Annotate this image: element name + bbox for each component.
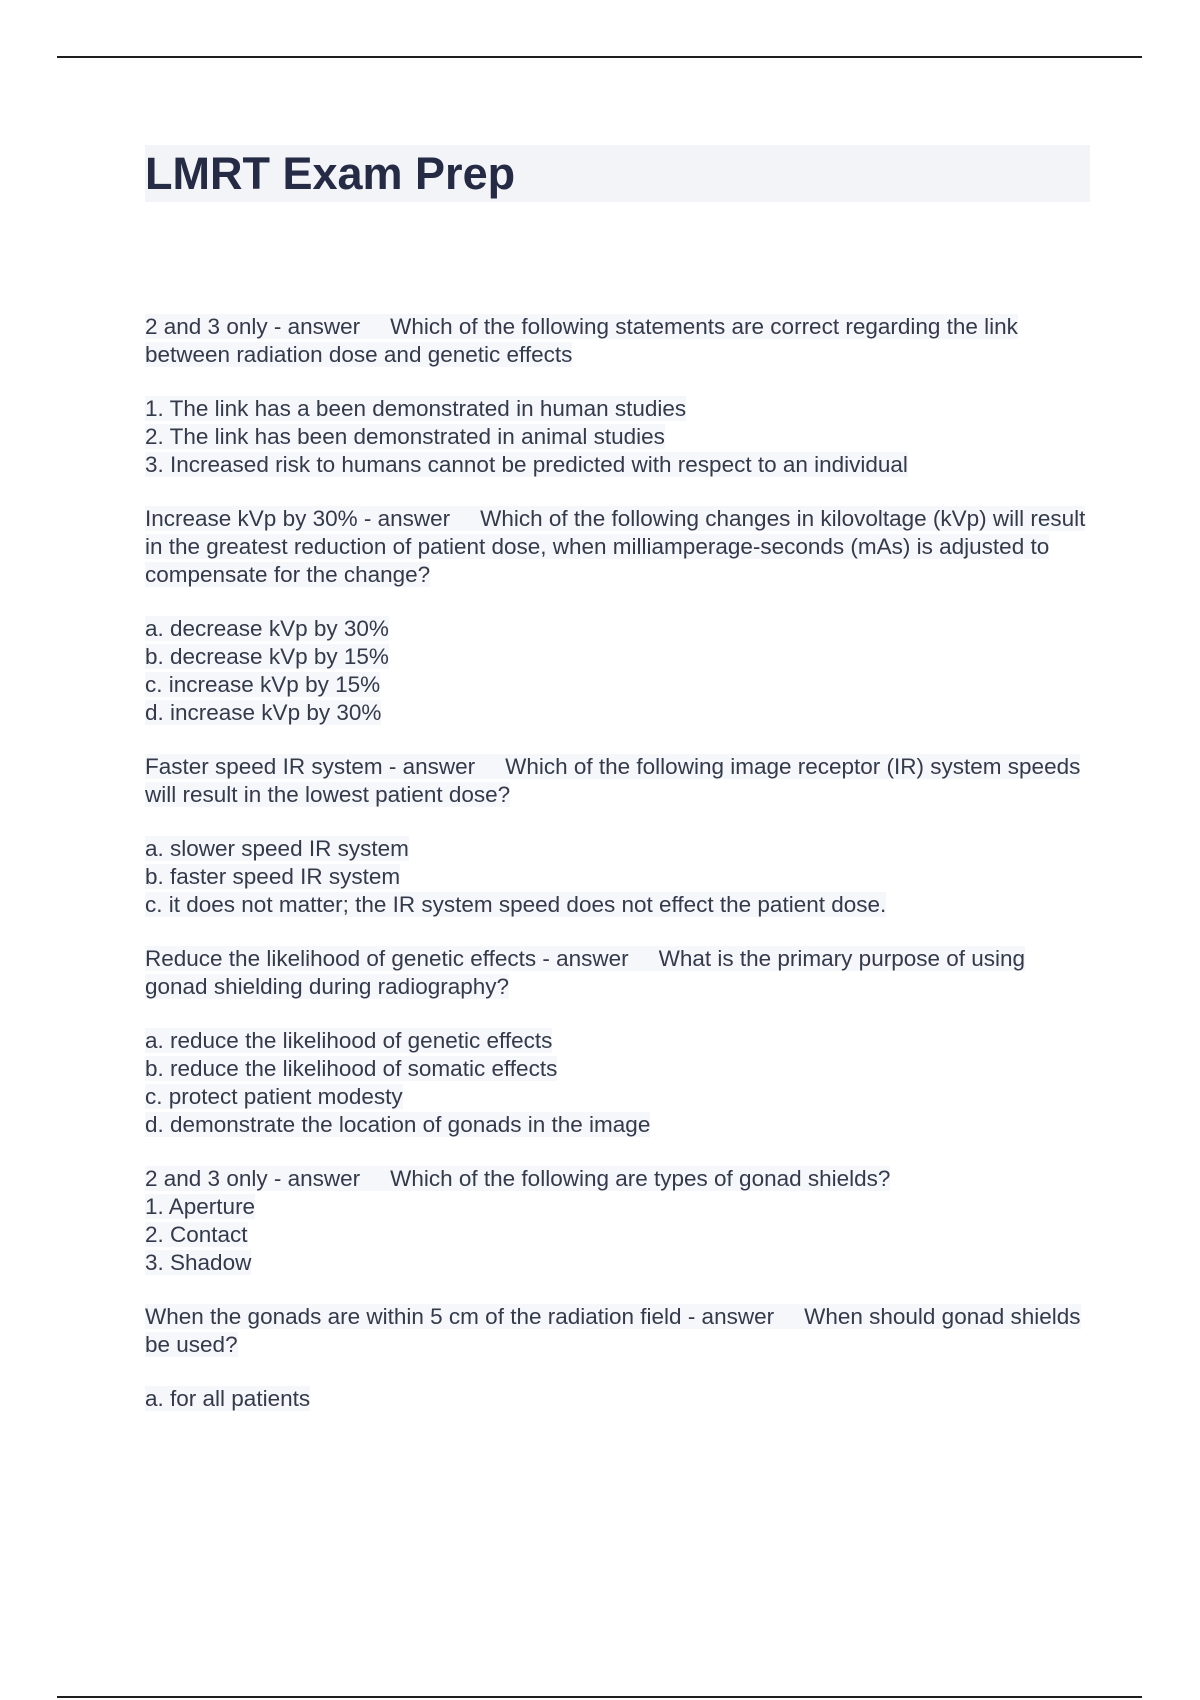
qa-head bbox=[145, 1303, 1090, 1359]
option: 2. Contact bbox=[145, 1222, 248, 1247]
qa-item-4 bbox=[145, 945, 1090, 1139]
answer-text: 2 and 3 only - answer bbox=[145, 314, 361, 339]
question-text: Which of the following changes in kilovoltage (kVp) will result in the greatest reduction of patient dose, when milliamperage-seconds (mAs) is adjusted to compensate for the change? bbox=[145, 506, 1086, 587]
qa-item-3 bbox=[145, 753, 1090, 919]
option: d. increase kVp by 30% bbox=[145, 700, 382, 725]
answer-text: When the gonads are within 5 cm of the radiation field - answer bbox=[145, 1304, 775, 1329]
option-list bbox=[145, 395, 1090, 479]
option: b. faster speed IR system bbox=[145, 864, 401, 889]
option: a. slower speed IR system bbox=[145, 836, 409, 861]
option: 1. The link has a been demonstrated in human studies bbox=[145, 396, 687, 421]
option: b. decrease kVp by 15% bbox=[145, 644, 389, 669]
answer-text: Reduce the likelihood of genetic effects - answer bbox=[145, 946, 629, 971]
question-text: When should gonad shields be used? bbox=[145, 1304, 1081, 1357]
option: 2. The link has been demonstrated in animal studies bbox=[145, 424, 665, 449]
option-list bbox=[145, 615, 1090, 727]
option: 3. Increased risk to humans cannot be predicted with respect to an individual bbox=[145, 452, 908, 477]
qa-head bbox=[145, 313, 1090, 369]
option: a. reduce the likelihood of genetic effects bbox=[145, 1028, 553, 1053]
option: 1. Aperture bbox=[145, 1194, 256, 1219]
option: c. protect patient modesty bbox=[145, 1084, 403, 1109]
qa-head bbox=[145, 505, 1090, 589]
option: a. decrease kVp by 30% bbox=[145, 616, 389, 641]
option: d. demonstrate the location of gonads in the image bbox=[145, 1112, 651, 1137]
qa-item-6 bbox=[145, 1303, 1090, 1413]
option-list bbox=[145, 1027, 1090, 1139]
option-list bbox=[145, 835, 1090, 919]
qa-list bbox=[145, 313, 1090, 1439]
answer-text: Increase kVp by 30% - answer bbox=[145, 506, 451, 531]
question-text: Which of the following statements are correct regarding the link between radiation dose and genetic effects bbox=[145, 314, 1018, 367]
option: b. reduce the likelihood of somatic effects bbox=[145, 1056, 558, 1081]
option: c. it does not matter; the IR system speed does not effect the patient dose. bbox=[145, 892, 887, 917]
qa-head bbox=[145, 1165, 1090, 1193]
answer-text: Faster speed IR system - answer bbox=[145, 754, 476, 779]
bottom-rule bbox=[57, 1696, 1142, 1698]
option-list bbox=[145, 1385, 1090, 1413]
option: a. for all patients bbox=[145, 1386, 311, 1411]
page-title: LMRT Exam Prep bbox=[145, 148, 516, 199]
qa-head bbox=[145, 945, 1090, 1001]
question-text: What is the primary purpose of using gonad shielding during radiography? bbox=[145, 946, 1026, 999]
question-text: Which of the following image receptor (IR) system speeds will result in the lowest patient dose? bbox=[145, 754, 1081, 807]
qa-head bbox=[145, 753, 1090, 809]
answer-text: 2 and 3 only - answer bbox=[145, 1166, 361, 1191]
qa-item-5 bbox=[145, 1165, 1090, 1277]
qa-item-1 bbox=[145, 313, 1090, 479]
top-rule bbox=[57, 56, 1142, 58]
option: c. increase kVp by 15% bbox=[145, 672, 381, 697]
option-list bbox=[145, 1193, 1090, 1277]
option: 3. Shadow bbox=[145, 1250, 252, 1275]
question-text: Which of the following are types of gonad shields? bbox=[390, 1166, 891, 1191]
qa-item-2 bbox=[145, 505, 1090, 727]
